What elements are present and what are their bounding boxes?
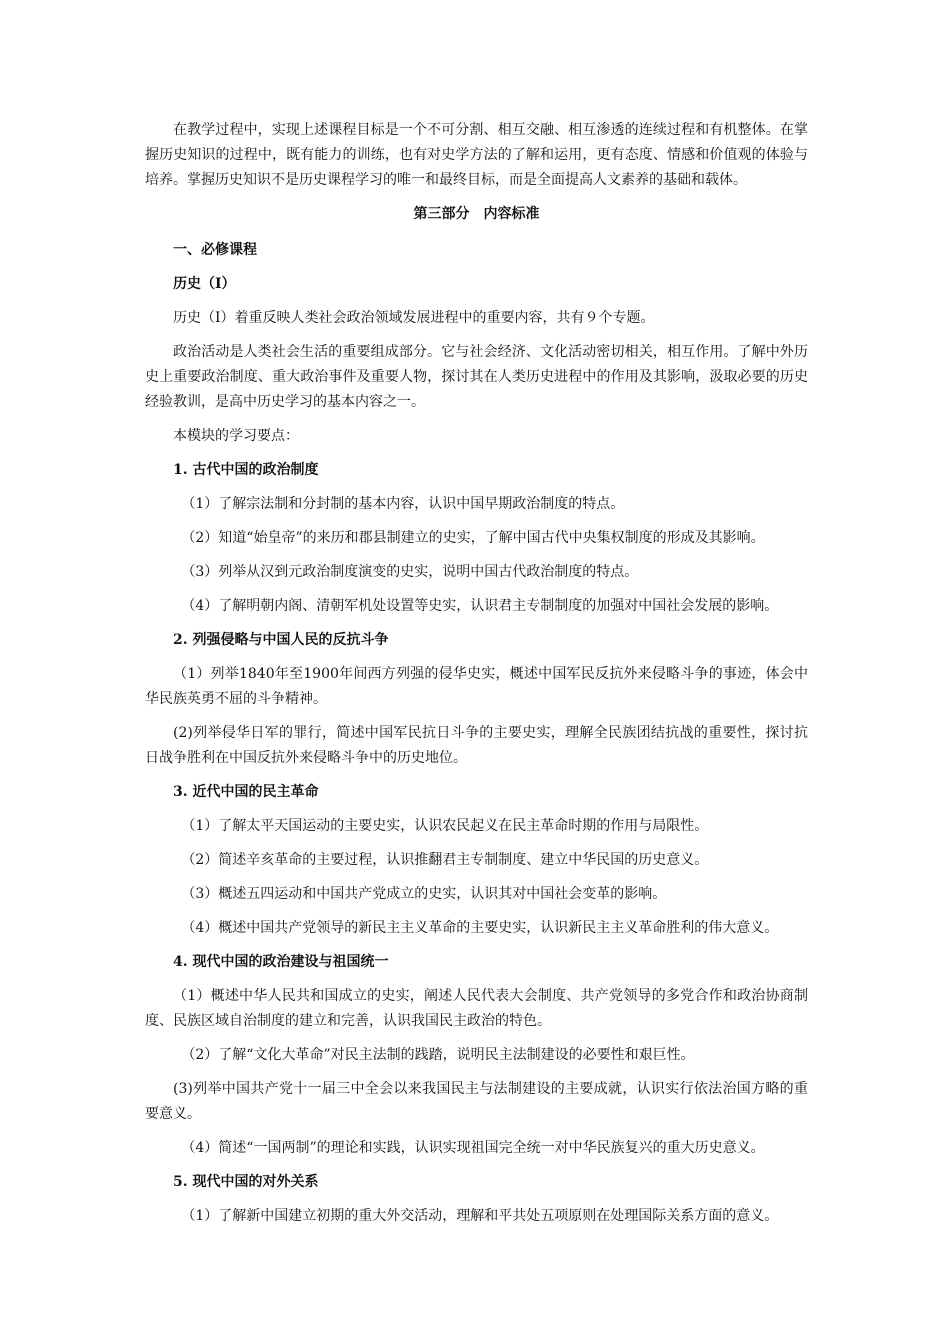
topic-item: （3）概述五四运动和中国共产党成立的史实，认识其对中国社会变革的影响。 (181, 886, 667, 902)
topic-title: 5. 现代中国的对外关系 (173, 1174, 319, 1190)
topic-item: （3）列举从汉到元政治制度演变的史实，说明中国古代政治制度的特点。 (181, 564, 639, 580)
topic-item: （1）了解新中国建立初期的重大外交活动，理解和平共处五项原则在处理国际关系方面的意义。 (181, 1208, 779, 1224)
topic-title: 3. 近代中国的民主革命 (173, 784, 319, 800)
topic-item: （4）了解明朝内阁、清朝军机处设置等史实，认识君主专制制度的加强对中国社会发展的影响。 (181, 598, 779, 614)
module-description: 历史（Ⅰ）着重反映人类社会政治领域发展进程中的重要内容，共有９个专题。 (173, 310, 655, 326)
topic-item: （1）列举1840年至1900年间西方列强的侵华史实，概述中国军民反抗外来侵略斗争的事迹，体会中华民族英勇不屈的斗争精神。 (145, 666, 808, 707)
part-title: 第三部分 内容标准 (413, 206, 540, 222)
topic-item: （1）了解太平天国运动的主要史实，认识农民起义在民主革命时期的作用与局限性。 (181, 818, 709, 834)
topic-item: (3)列举中国共产党十一届三中全会以来我国民主与法制建设的主要成就，认识实行依法治国方略的重要意义。 (145, 1081, 808, 1122)
topic-item: （2）知道“始皇帝”的来历和郡县制建立的史实，了解中国古代中央集权制度的形成及其影响。 (181, 530, 765, 546)
key-points-label: 本模块的学习要点： (173, 428, 299, 444)
topic-title: 4. 现代中国的政治建设与祖国统一 (173, 954, 389, 970)
topic-item: （4）简述“一国两制”的理论和实践，认识实现祖国完全统一对中华民族复兴的重大历史意义。 (181, 1140, 765, 1156)
topic-title: 2. 列强侵略与中国人民的反抗斗争 (173, 632, 389, 648)
document-page (145, 118, 808, 1238)
topic-item: （4）概述中国共产党领导的新民主主义革命的主要史实，认识新民主主义革命胜利的伟大意义。 (181, 920, 779, 936)
module-paragraph: 政治活动是人类社会生活的重要组成部分。它与社会经济、文化活动密切相关，相互作用。了解中外历史上重要政治制度、重大政治事件及重要人物，探讨其在人类历史进程中的作用及其影响，汲取必要的历史经验教训，是高中历史学习的基本内容之一。 (145, 344, 808, 410)
topic-item: （1）概述中华人民共和国成立的史实，阐述人民代表大会制度、共产党领导的多党合作和政治协商制度、民族区域自治制度的建立和完善，认识我国民主政治的特色。 (145, 988, 808, 1029)
topic-item: (2)列举侵华日军的罪行，简述中国军民抗日斗争的主要史实，理解全民族团结抗战的重要性，探讨抗日战争胜利在中国反抗外来侵略斗争中的历史地位。 (145, 725, 808, 766)
topic-title: 1. 古代中国的政治制度 (173, 462, 319, 478)
topic-item: （2）简述辛亥革命的主要过程，认识推翻君主专制制度、建立中华民国的历史意义。 (181, 852, 709, 868)
module-title: 历史（Ⅰ） (173, 276, 236, 292)
intro-paragraph: 在教学过程中，实现上述课程目标是一个不可分割、相互交融、相互渗透的连续过程和有机整体。在掌握历史知识的过程中，既有能力的训练，也有对史学方法的了解和运用，更有态度、情感和价值观的体验与培养。掌握历史知识不是历史课程学习的唯一和最终目标，而是全面提高人文素养的基础和载体。 (145, 122, 808, 188)
topic-item: （2）了解“文化大革命”对民主法制的践踏，说明民主法制建设的必要性和艰巨性。 (181, 1047, 695, 1063)
section-title: 一、必修课程 (173, 242, 257, 258)
topic-item: （1）了解宗法制和分封制的基本内容，认识中国早期政治制度的特点。 (181, 496, 625, 512)
